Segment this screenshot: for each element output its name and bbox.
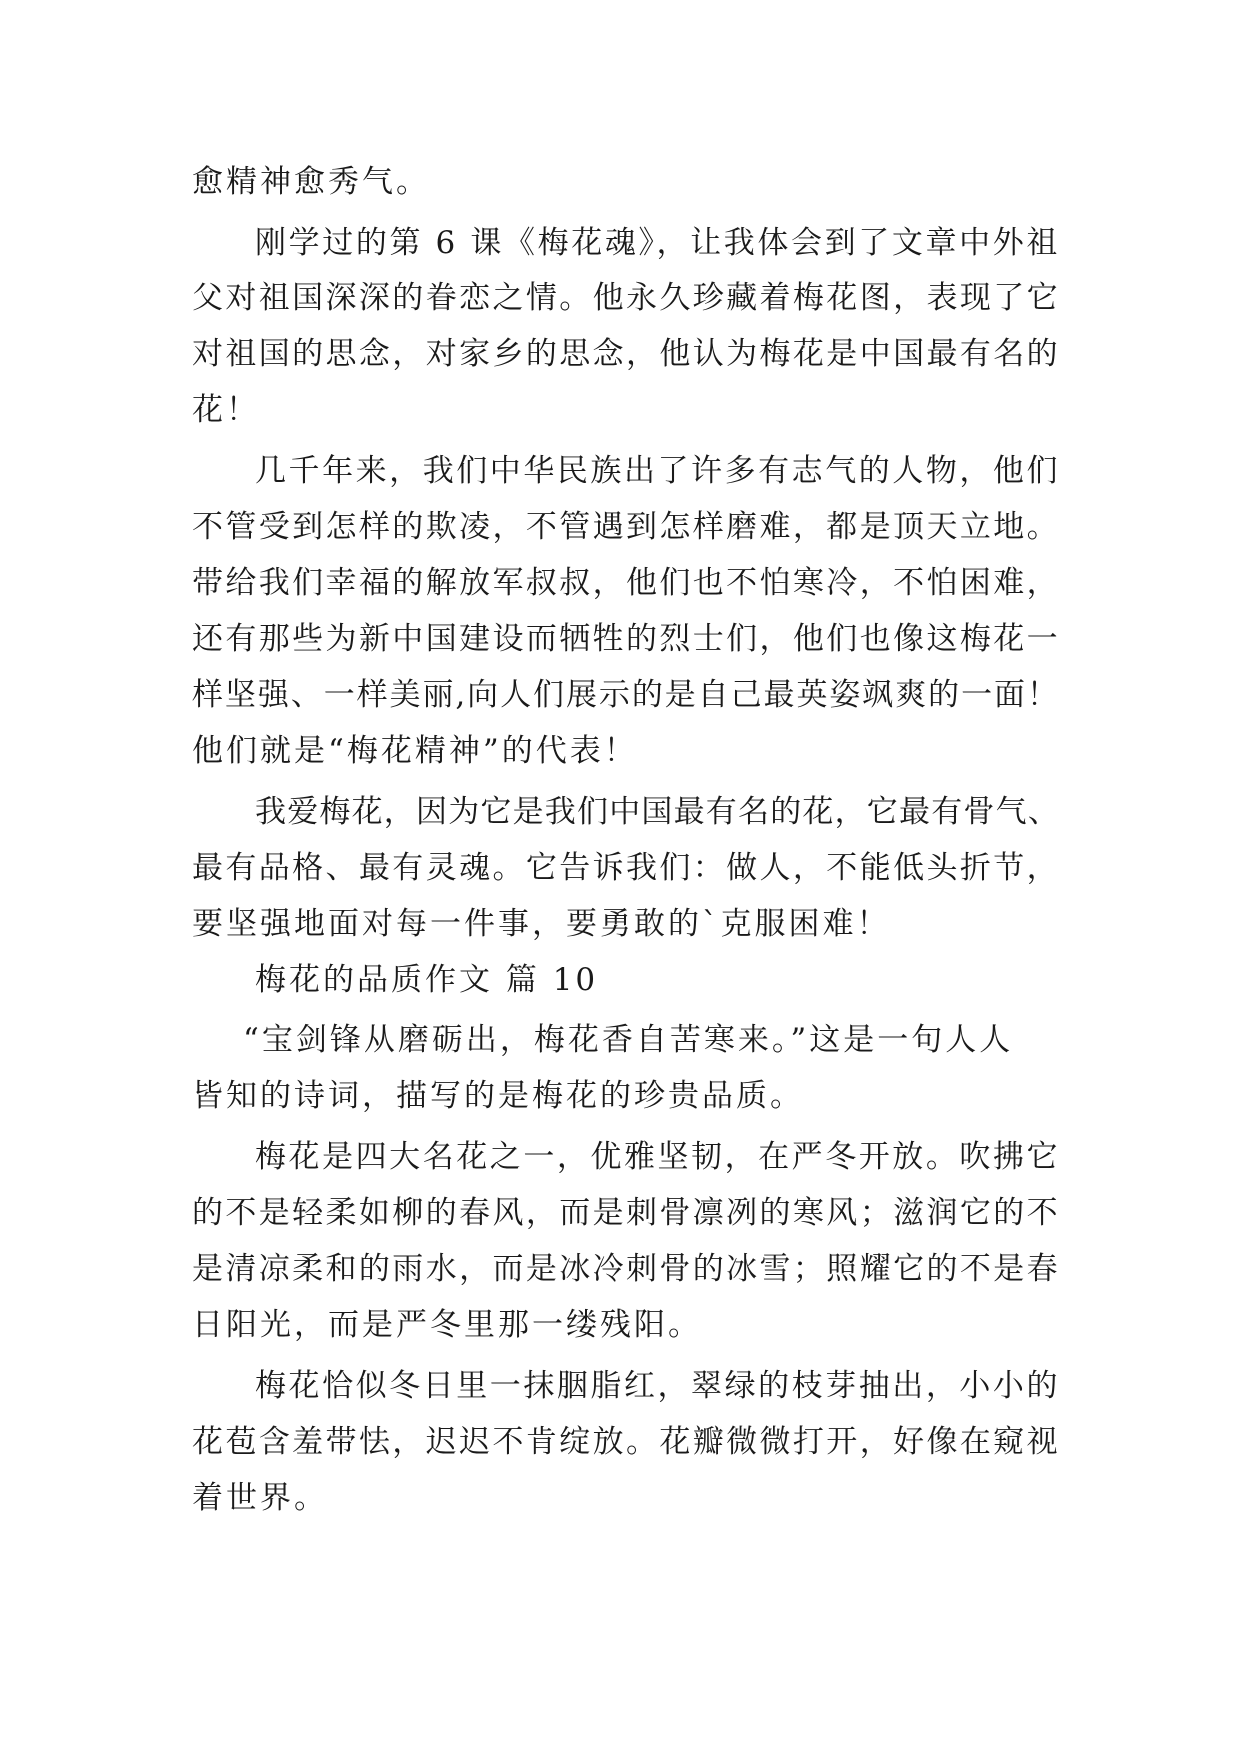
paragraph-first-line: 梅花是四大名花之一，优雅坚韧，在严冬开放。吹拂它 — [255, 1139, 1060, 1175]
text-line: 样坚强、一样美丽,向人们展示的是自己最英姿飒爽的一面！ — [192, 677, 1060, 713]
text-line: 最有品格、最有灵魂。它告诉我们：做人，不能低头折节， — [192, 850, 1060, 886]
text-line: 皆知的诗词，描写的是梅花的珍贵品质。 — [192, 1078, 804, 1114]
text-line: 还有那些为新中国建设而牺牲的烈士们，他们也像这梅花一 — [192, 621, 1060, 657]
text-line: 带给我们幸福的解放军叔叔，他们也不怕寒冷，不怕困难， — [192, 565, 1060, 601]
text-line: 愈精神愈秀气。 — [192, 164, 430, 200]
paragraph-first-line: 梅花恰似冬日里一抹胭脂红，翠绿的枝芽抽出，小小的 — [255, 1368, 1060, 1404]
text-line: 日阳光，而是严冬里那一缕残阳。 — [192, 1307, 702, 1343]
text-line: 不管受到怎样的欺凌，不管遇到怎样磨难，都是顶天立地。 — [192, 509, 1060, 545]
text-line: 花苞含羞带怯，迟迟不肯绽放。花瓣微微打开，好像在窥视 — [192, 1424, 1060, 1460]
text-line: 对祖国的思念，对家乡的思念，他认为梅花是中国最有名的 — [192, 336, 1060, 372]
text-line: 着世界。 — [192, 1480, 328, 1516]
paragraph-first-line: 刚学过的第 6 课《梅花魂》，让我体会到了文章中外祖 — [255, 225, 1060, 261]
text-line: 父对祖国深深的眷恋之情。他永久珍藏着梅花图，表现了它 — [192, 280, 1060, 316]
text-line: 的不是轻柔如柳的春风，而是刺骨凛冽的寒风；滋润它的不 — [192, 1195, 1060, 1231]
text-line: 是清凉柔和的雨水，而是冰冷刺骨的冰雪；照耀它的不是春 — [192, 1251, 1060, 1287]
text-line: 他们就是“梅花精神”的代表！ — [192, 733, 638, 769]
text-line: 花！ — [192, 392, 260, 428]
section-heading: 梅花的品质作文 篇 10 — [255, 962, 599, 998]
paragraph-first-line: 我爱梅花，因为它是我们中国最有名的花，它最有骨气、 — [255, 794, 1060, 830]
text-line: 要坚强地面对每一件事，要勇敢的`克服困难！ — [192, 906, 891, 942]
paragraph-first-line: 几千年来，我们中华民族出了许多有志气的人物，他们 — [255, 453, 1060, 489]
paragraph-first-line: “宝剑锋从磨砺出，梅花香自苦寒来。”这是一句人人 — [243, 1022, 1014, 1058]
